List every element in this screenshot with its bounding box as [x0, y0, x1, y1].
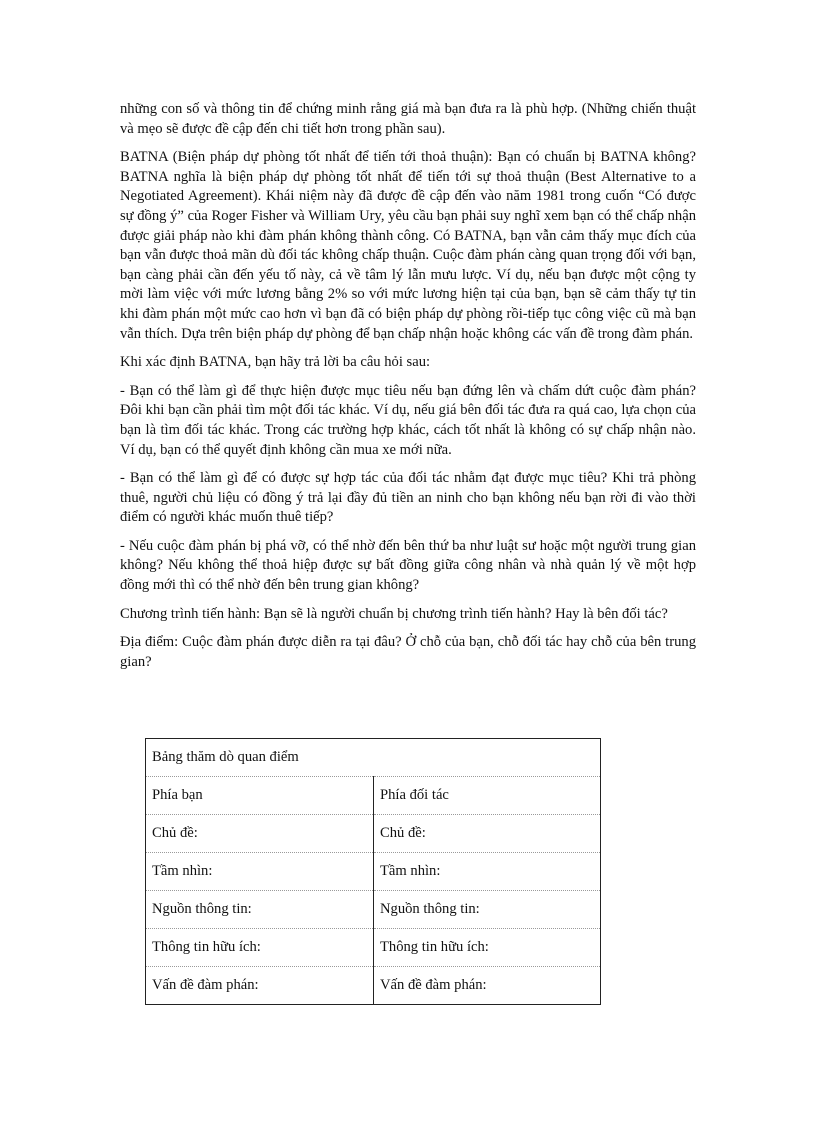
table-cell-issues-left: Vấn đề đàm phán: [146, 967, 374, 1005]
table-cell-topic-left: Chủ đề: [146, 815, 374, 853]
table-row [146, 853, 601, 891]
table-row [146, 929, 601, 967]
table-row [146, 777, 601, 815]
table-row [146, 815, 601, 853]
table-cell-sources-left: Nguồn thông tin: [146, 891, 374, 929]
table-cell-vision-right: Tầm nhìn: [374, 853, 601, 891]
table-row [146, 891, 601, 929]
paragraph-agenda: Chương trình tiến hành: Bạn sẽ là người chuẩn bị chương trình tiến hành? Hay là bên đối tác? [120, 605, 668, 622]
table-cell-topic-right: Chủ đề: [374, 815, 601, 853]
table-cell-useful-info-right: Thông tin hữu ích: [374, 929, 601, 967]
table-cell-issues-right: Vấn đề đàm phán: [374, 967, 601, 1005]
table-row [146, 967, 601, 1005]
document-body [120, 100, 696, 681]
table-cell-your-side: Phía bạn [146, 777, 374, 815]
table-title: Bảng thăm dò quan điểm [152, 749, 299, 765]
paragraph-intro: những con số và thông tin để chứng minh rằng giá mà bạn đưa ra là phù hợp. (Những chiến thuật và mẹo sẽ được đề cập đến chi tiết hơn trong phần sau). [120, 101, 696, 137]
paragraph-question-1: - Bạn có thể làm gì để thực hiện được mục tiêu nếu bạn đứng lên và chấm dứt cuộc đàm phán? Đôi khi bạn cần phải tìm một đối tác khác. Ví dụ, nếu giá bên đối tác đưa ra quá cao, lựa chọn của bạn là tìm đối tác khác. Trong các trường hợp khác, cách tốt nhất là không có sự chấp nhận nào. Ví dụ, bạn có thể quyết định không cần mua xe mới nữa. [120, 382, 696, 458]
paragraph-batna: BATNA (Biện pháp dự phòng tốt nhất để tiến tới thoả thuận): Bạn có chuẩn bị BATNA không? BATNA nghĩa là biện pháp dự phòng tốt nhất để tiến tới sự thoả thuận (Best Alternative to a Negotiated Agreement). Khái niệm này đã được đề cập đến vào năm 1981 trong cuốn “Có được sự đồng ý” của Roger Fisher và William Ury, yêu cầu bạn phải suy nghĩ xem bạn có thể chấp nhận được giải pháp nào khi đàm phán không thành công. Có BATNA, bạn vẫn cảm thấy mục đích của bạn vẫn được thoả mãn dù đối tác không chấp thuận. Cuộc đàm phán càng quan trọng đối với bạn, bạn càng phải cần đến yếu tố này, cả về tâm lý lẫn mưu lược. Ví dụ, nếu bạn được một cộng ty mời làm việc với mức lương bằng 2% so với mức lương hiện tại của bạn, bạn sẽ cảm thấy tự tin khi đàm phán một mức cao hơn vì bạn đã có biện pháp dự phòng rồi-tiếp tục công việc cũ mà bạn vẫn thích. Dựa trên biện pháp dự phòng để bạn chấp nhận hoặc không các vấn đề trong đàm phán. [120, 149, 696, 342]
survey-table [145, 738, 601, 1005]
paragraph-location: Địa điểm: Cuộc đàm phán được diễn ra tại đâu? Ở chỗ của bạn, chỗ đối tác hay chỗ của bên trung gian? [120, 634, 696, 670]
table-cell-sources-right: Nguồn thông tin: [374, 891, 601, 929]
table-cell-vision-left: Tầm nhìn: [146, 853, 374, 891]
paragraph-question-2: - Bạn có thể làm gì để có được sự hợp tác của đối tác nhằm đạt được mục tiêu? Khi trả phòng thuê, người chủ liệu có đồng ý trả lại đầy đủ tiền an ninh cho bạn không nếu bạn rời đi vào thời điểm có người khác muốn thuê tiếp? [120, 470, 696, 526]
table-cell-partner-side: Phía đối tác [374, 777, 601, 815]
paragraph-batna-questions: Khi xác định BATNA, bạn hãy trả lời ba câu hỏi sau: [120, 354, 431, 371]
table-title-row [146, 739, 601, 777]
table-cell-useful-info-left: Thông tin hữu ích: [146, 929, 374, 967]
paragraph-question-3: - Nếu cuộc đàm phán bị phá vỡ, có thể nhờ đến bên thứ ba như luật sư hoặc một người trung gian không? Nếu không thể thoả hiệp được sự bất đồng giữa công nhân và nhà quản lý về một hợp đồng mới thì có thể nhờ đến bên trung gian không? [120, 537, 696, 594]
